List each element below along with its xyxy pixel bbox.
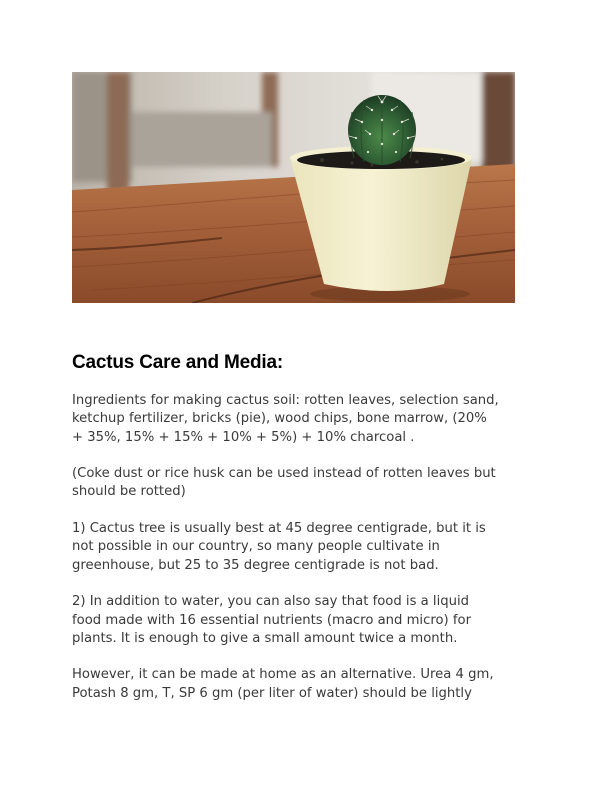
text-line: greenhouse, but 25 to 35 degree centigrade is not bad.: [72, 557, 439, 573]
text-line: 1) Cactus tree is usually best at 45 degree centigrade, but it is: [72, 521, 486, 537]
paragraph-temperature: [72, 520, 544, 575]
text-line: ketchup fertilizer, bricks (pie), wood chips, bone marrow, (20%: [72, 411, 487, 427]
text-line: not possible in our country, so many people cultivate in: [72, 539, 440, 555]
text-line: should be rotted): [72, 484, 186, 500]
text-line: food made with 16 essential nutrients (macro and micro) for: [72, 612, 472, 628]
text-line: (Coke dust or rice husk can be used instead of rotten leaves but: [72, 466, 496, 482]
section-heading: Cactus Care and Media:: [72, 352, 283, 373]
text-line: Potash 8 gm, T, SP 6 gm (per liter of water) should be lightly: [72, 685, 472, 701]
body-text: [72, 392, 544, 721]
cactus-photo: [72, 72, 515, 303]
paragraph-ingredients: [72, 392, 544, 447]
paragraph-food: [72, 593, 544, 648]
text-line: + 35%, 15% + 15% + 10% + 5%) + 10% charcoal .: [72, 429, 415, 445]
text-line: plants. It is enough to give a small amount twice a month.: [72, 630, 458, 646]
paragraph-substitute: [72, 465, 544, 502]
paragraph-homemade: [72, 666, 544, 703]
text-line: However, it can be made at home as an alternative. Urea 4 gm,: [72, 667, 494, 683]
text-line: Ingredients for making cactus soil: rotten leaves, selection sand,: [72, 393, 499, 408]
text-line: 2) In addition to water, you can also say that food is a liquid: [72, 594, 470, 610]
